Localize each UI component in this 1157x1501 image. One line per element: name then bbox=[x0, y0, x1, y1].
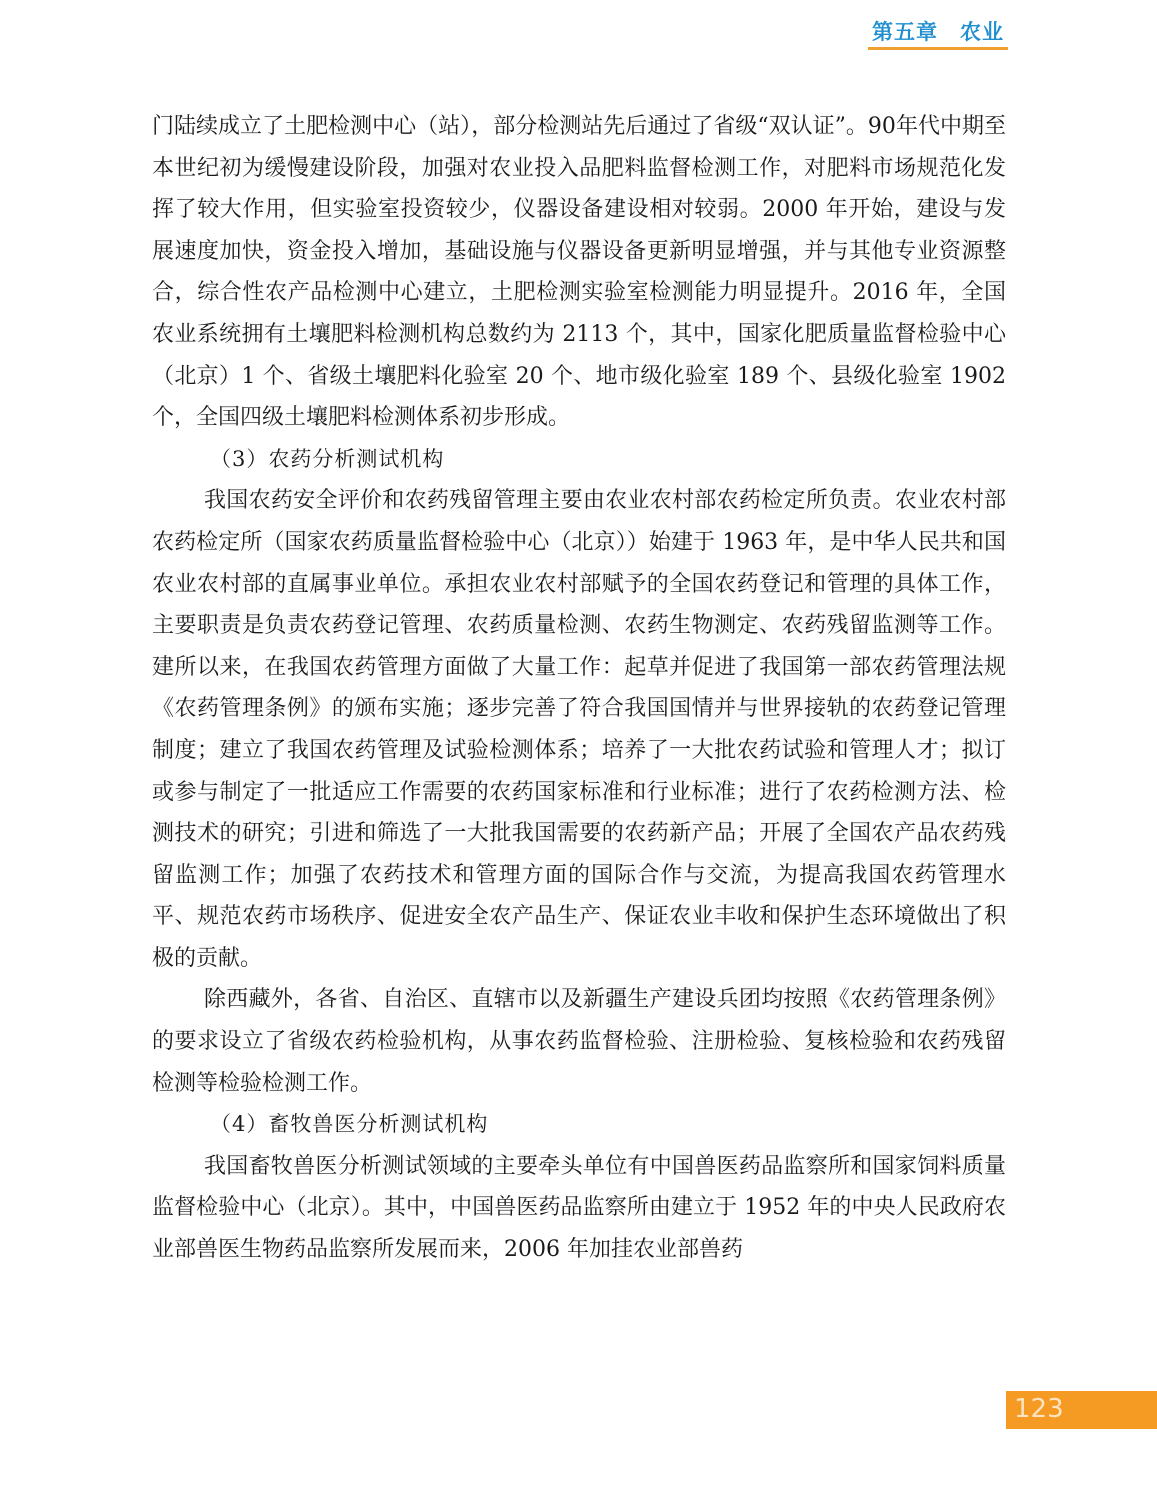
header-underline bbox=[868, 47, 1008, 50]
paragraph-pesticide-institute: 我国农药安全评价和农药残留管理主要由农业农村部农药检定所负责。农业农村部农药检定所（国家农药质量监督检验中心（北京））始建于 1963 年，是中华人民共和国农业农村部的直属事业单位。承担农业农村部赋予的全国农药登记和管理的具体工作，主要职责是负责农药登记管理、农药质量检测、农药生物测定、农药残留监测等工作。建所以来，在我国农药管理方面做了大量工作：起草并促进了我国第一部农药管理法规《农药管理条例》的颁布实施；逐步完善了符合我国国情并与世界接轨的农药登记管理制度；建立了我国农药管理及试验检测体系；培养了一大批农药试验和管理人才；拟订或参与制定了一批适应工作需要的农药国家标准和行业标准；进行了农药检测方法、检测技术的研究；引进和筛选了一大批我国需要的农药新产品；开展了全国农产品农药残留监测工作；加强了农药技术和管理方面的国际合作与交流，为提高我国农药管理水平、规范农药市场秩序、促进安全农产品生产、保证农业丰收和保护生态环境做出了积极的贡献。 bbox=[152, 488, 1006, 971]
page-body bbox=[152, 106, 1006, 1271]
section-heading-veterinary: （4）畜牧兽医分析测试机构 bbox=[210, 1112, 489, 1137]
paragraph-veterinary: 我国畜牧兽医分析测试领域的主要牵头单位有中国兽医药品监察所和国家饲料质量监督检验中心（北京）。其中，中国兽医药品监察所由建立于 1952 年的中央人民政府农业部兽医生物药品监察所发展而来，2006 年加挂农业部兽药 bbox=[152, 1153, 1006, 1263]
chapter-title: 农业 bbox=[960, 20, 1004, 44]
paragraph-provincial-pesticide: 除西藏外，各省、自治区、直辖市以及新疆生产建设兵团均按照《农药管理条例》的要求设立了省级农药检验机构，从事农药监督检验、注册检验、复核检验和农药残留检测等检验检测工作。 bbox=[152, 987, 1006, 1096]
running-header bbox=[868, 10, 1008, 50]
header-text bbox=[868, 16, 1008, 46]
page-number-box bbox=[1006, 1391, 1157, 1429]
paragraph-soil-fertilizer-testing: 门陆续成立了土肥检测中心（站），部分检测站先后通过了省级“双认证”。90年代中期至本世纪初为缓慢建设阶段，加强对农业投入品肥料监督检测工作，对肥料市场规范化发挥了较大作用，但实验室投资较少，仪器设备建设相对较弱。2000 年开始，建设与发展速度加快，资金投入增加，基础设施与仪器设备更新明显增强，并与其他专业资源整合，综合性农产品检测中心建立，土肥检测实验室检测能力明显提升。2016 年，全国农业系统拥有土壤肥料检测机构总数约为 2113 个，其中，国家化肥质量监督检验中心（北京）1 个、省级土壤肥料化验室 20 个、地市级化验室 189 个、县级化验室 1902 个，全国四级土壤肥料检测体系初步形成。 bbox=[152, 114, 1006, 431]
section-heading-pesticide: （3）农药分析测试机构 bbox=[210, 446, 445, 471]
page-number: 123 bbox=[1014, 1394, 1064, 1424]
chapter-number: 第五章 bbox=[872, 20, 938, 44]
